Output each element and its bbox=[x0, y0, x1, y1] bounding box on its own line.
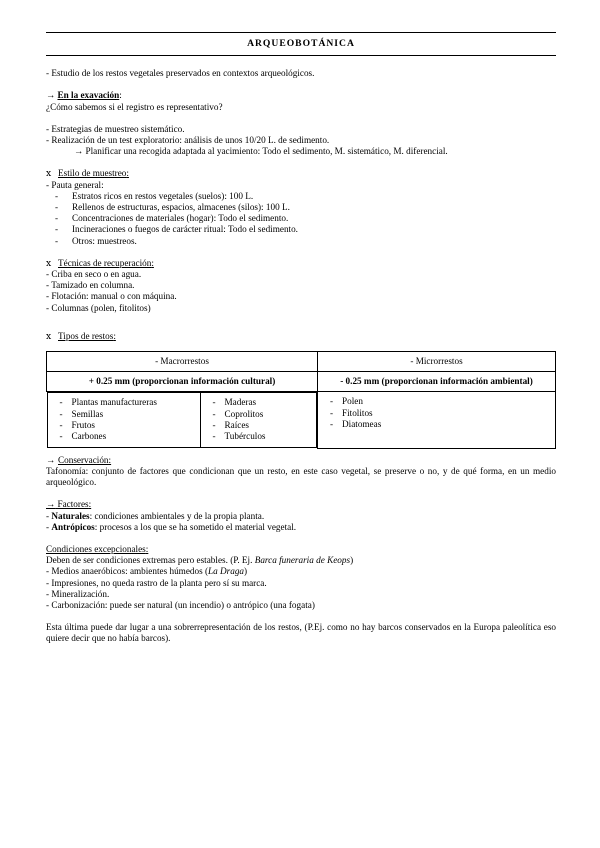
micro-subheader: - 0.25 mm (proporcionan información ambiental) bbox=[318, 372, 556, 392]
top-rule bbox=[46, 32, 556, 33]
tecnicas-line-1: - Criba en seco o en agua. bbox=[46, 269, 142, 280]
list-item: - Frutos bbox=[54, 420, 194, 431]
list-item: - Semillas bbox=[54, 409, 194, 420]
arrow-icon: → bbox=[46, 90, 56, 101]
list-item: - Incineraciones o fuegos de carácter ritual: Todo el sedimento. bbox=[46, 224, 556, 235]
tipos-table bbox=[46, 351, 556, 449]
micro-header: - Microrrestos bbox=[318, 352, 556, 372]
macro-lists bbox=[47, 392, 318, 448]
list-item: - Coprolitos bbox=[207, 409, 311, 420]
tecnicas-heading: ⅹ Técnicas de recuperación: bbox=[46, 257, 154, 268]
factores-antropicos: - Antrópicos: procesos a los que se ha sometido el material vegetal. bbox=[46, 521, 297, 532]
micro-list bbox=[318, 392, 556, 448]
condiciones-line-3: - Impresiones, no queda rastro de la planta pero sí su marca. bbox=[46, 577, 267, 588]
estilo-heading: ⅹ Estilo de muestreo: bbox=[46, 168, 129, 179]
condiciones-line-2: - Medios anaeróbicos: ambientes húmedos (La Draga) bbox=[46, 566, 248, 577]
list-item: - Otros: muestreos. bbox=[46, 236, 556, 247]
estilo-pauta: - Pauta general: bbox=[46, 179, 104, 190]
factores-heading: → Factores: bbox=[46, 499, 92, 510]
closing-paragraph: Esta última puede dar lugar a una sobrerrepresentación de los restos, (P.Ej. como no hay barcos conservados en la Europa paleolítica eso quiere decir que no había barcos). bbox=[46, 622, 556, 644]
tecnicas-line-3: - Flotación: manual o con máquina. bbox=[46, 291, 177, 302]
conservacion-heading: → Conservación: bbox=[46, 454, 112, 465]
list-item: - Concentraciones de materiales (hogar): Todo el sedimento. bbox=[46, 213, 556, 224]
list-item: - Rellenos de estructuras, espacios, almacenes (silos): 100 L. bbox=[46, 202, 556, 213]
list-item: - Carbones bbox=[54, 431, 194, 442]
excavacion-line-2: - Realización de un test exploratorio: análisis de unos 10/20 L. de sedimento. bbox=[46, 135, 330, 146]
excavacion-line-1: - Estrategias de muestreo sistemático. bbox=[46, 123, 185, 134]
tecnicas-line-2: - Tamizado en columna. bbox=[46, 280, 135, 291]
list-item: - Maderas bbox=[207, 397, 311, 408]
excavacion-sub-line: → Planificar una recogida adaptada al yacimiento: Todo el sedimento, M. sistemático, M. diferencial. bbox=[74, 146, 448, 157]
condiciones-line-4: - Mineralización. bbox=[46, 588, 110, 599]
condiciones-line-5: - Carbonización: puede ser natural (un incendio) o antrópico (una fogata) bbox=[46, 600, 315, 611]
list-item: - Tubérculos bbox=[207, 431, 311, 442]
list-item: - Estratos ricos en restos vegetales (suelos): 100 L. bbox=[46, 191, 556, 202]
excavacion-heading: → En la exavación: bbox=[46, 90, 122, 101]
factores-naturales: - Naturales: condiciones ambientales y de la propia planta. bbox=[46, 510, 265, 521]
condiciones-line-1: Deben de ser condiciones extremas pero estables. (P. Ej. Barca funeraria de Keops) bbox=[46, 555, 354, 566]
list-item: - Raíces bbox=[207, 420, 311, 431]
arrow-icon: → bbox=[46, 454, 56, 465]
list-item: - Diatomeas bbox=[324, 419, 549, 430]
tecnicas-line-4: - Columnas (polen, fitolitos) bbox=[46, 302, 151, 313]
macro-subheader: + 0.25 mm (proporcionan información cultural) bbox=[47, 372, 318, 392]
intro-line: - Estudio de los restos vegetales preservados en contextos arqueológicos. bbox=[46, 68, 315, 79]
macro-header: - Macrorrestos bbox=[47, 352, 318, 372]
document-page bbox=[46, 32, 556, 645]
list-item: - Fitolitos bbox=[324, 408, 549, 419]
cross-bullet-icon: ⅹ bbox=[46, 330, 52, 341]
condiciones-heading: Condiciones excepcionales: bbox=[46, 544, 149, 554]
list-item: - Plantas manufactureras bbox=[54, 397, 194, 408]
list-item: - Polen bbox=[324, 396, 549, 407]
page-title: ARQUEOBOTÁNICA bbox=[247, 38, 355, 49]
conservacion-text: Tafonomía: conjunto de factores que condicionan que un resto, en este caso vegetal, se preserve o no, y de qué forma, en un medio arqueológico. bbox=[46, 465, 556, 488]
tipos-heading: ⅹ Tipos de restos: bbox=[46, 330, 116, 341]
macro-col-2 bbox=[200, 393, 317, 447]
macro-col-1 bbox=[48, 393, 200, 447]
arrow-icon: → bbox=[74, 146, 84, 157]
arrow-icon: → bbox=[46, 499, 56, 510]
cross-bullet-icon: ⅹ bbox=[46, 168, 52, 179]
cross-bullet-icon: ⅹ bbox=[46, 257, 52, 268]
excavacion-question: ¿Cómo sabemos si el registro es representativo? bbox=[46, 101, 223, 112]
